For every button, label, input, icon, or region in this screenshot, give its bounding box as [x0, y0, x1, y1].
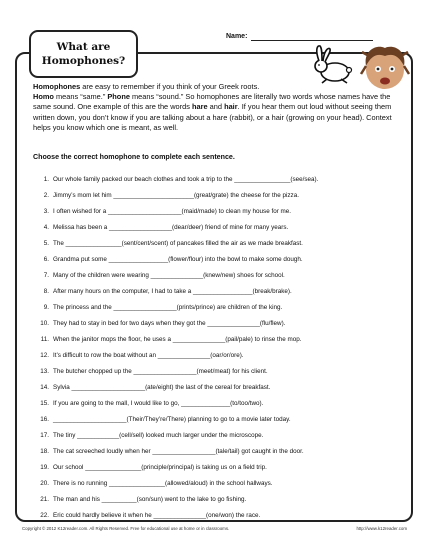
item-text: The ________________(sent/cent/scent) of pancakes filled the air as we made breakfast. — [53, 240, 303, 247]
item-number: 12. — [40, 352, 49, 359]
exercise-item — [37, 304, 387, 320]
item-number: 1. — [43, 176, 49, 183]
item-number: 22. — [40, 512, 49, 519]
term-hair: hair — [224, 102, 238, 112]
intro-text-5: . If you hear them out loud without seeing them written down, you don’t know if you are talking about a hare (rabbit), or a hair (growing on your head). Context helps you know which one is meant, as well. — [33, 102, 392, 132]
exercise-item — [37, 192, 387, 208]
item-number: 19. — [40, 464, 49, 471]
exercise-item — [37, 400, 387, 416]
rabbit-icon — [305, 42, 360, 87]
exercise-item — [37, 416, 387, 432]
item-text: Many of the children were wearing _______________(knew/new) shoes for school. — [53, 272, 285, 279]
exercise-item — [37, 256, 387, 272]
term-hare: hare — [191, 102, 208, 112]
item-text: The princess and the __________________(prints/prince) are children of the king. — [53, 304, 283, 311]
item-text: The butcher chopped up the __________________(meet/meat) for his client. — [53, 368, 268, 375]
item-number: 15. — [40, 400, 49, 407]
name-field[interactable] — [251, 40, 373, 41]
item-number: 16. — [40, 416, 49, 423]
exercise-item — [37, 464, 387, 480]
item-text: _____________________(Their/They’re/There) planning to go to a movie later today. — [53, 416, 291, 423]
item-text: Sylvia _____________________(ate/eight) the last of the cereal for breakfast. — [53, 384, 271, 391]
item-text: Grandma put some _________________(flower/flour) into the bowl to make some dough. — [53, 256, 303, 263]
exercise-item — [37, 384, 387, 400]
exercise-item — [37, 176, 387, 192]
exercise-item — [37, 496, 387, 512]
item-number: 17. — [40, 432, 49, 439]
exercise-item — [37, 448, 387, 464]
item-number: 8. — [43, 288, 49, 295]
item-text: Our school ________________(principle/principal) is taking us on a field trip. — [53, 464, 267, 471]
intro-text-1: are easy to remember if you think of your Greek roots. — [80, 82, 260, 91]
item-text: The man and his __________(son/sun) went to the lake to go fishing. — [53, 496, 247, 503]
term-homophones: Homophones — [33, 82, 81, 91]
item-number: 5. — [43, 240, 49, 247]
item-number: 18. — [40, 448, 49, 455]
exercise-item — [37, 224, 387, 240]
term-homo: Homo — [33, 92, 54, 102]
exercise-item — [37, 208, 387, 224]
instruction: Choose the correct homophone to complete each sentence. — [33, 153, 235, 161]
exercise-item — [37, 288, 387, 304]
intro-text-2: means “same.” — [53, 92, 108, 102]
item-number: 13. — [40, 368, 49, 375]
item-text: Our whole family packed our beach clothes and took a trip to the ________________(see/sea). — [53, 176, 319, 183]
item-text: When the janitor mops the floor, he uses a _______________(pail/pale) to rinse the mop. — [53, 336, 302, 343]
item-number: 4. — [43, 224, 49, 231]
website-link[interactable]: http://www.k12reader.com — [356, 526, 407, 531]
intro-text-3: means “sound.” So homophones are literally two words whose names have the same sound. One example of this are the words — [33, 92, 391, 112]
item-text: After many hours on the computer, I had to take a _________________(break/brake). — [53, 288, 292, 295]
exercise-item — [37, 320, 387, 336]
item-text: It’s difficult to row the boat without an _______________(oar/or/ore). — [53, 352, 244, 359]
item-text: If you are going to the mall, I would like to go, ______________(to/too/two). — [53, 400, 264, 407]
title-line-1: What are — [56, 41, 111, 53]
copyright-footer: Copyright © 2012 K12reader.com. All Rights Reserved. Free for educational use at home or in classrooms. — [22, 526, 230, 531]
item-number: 21. — [40, 496, 49, 503]
item-text: The tiny ____________(cell/sell) looked much larger under the microscope. — [53, 432, 264, 439]
item-number: 10. — [40, 320, 49, 327]
exercise-item — [37, 480, 387, 496]
item-number: 20. — [40, 480, 49, 487]
item-text: Eric could hardly believe it when he _______________(one/won) the race. — [53, 512, 261, 519]
exercise-item — [37, 368, 387, 384]
item-text: Jimmy’s mom let him _______________________(great/grate) the cheese for the pizza. — [53, 192, 299, 199]
item-number: 6. — [43, 256, 49, 263]
exercise-item — [37, 432, 387, 448]
exercise-list — [37, 176, 387, 528]
item-number: 3. — [43, 208, 49, 215]
intro-paragraph — [33, 82, 393, 133]
exercise-item — [37, 336, 387, 352]
item-number: 14. — [40, 384, 49, 391]
item-text: Melissa has been a __________________(dear/deer) friend of mine for many years. — [53, 224, 289, 231]
title-box — [29, 30, 138, 78]
title-line-2: Homophones? — [41, 55, 126, 67]
item-text: They had to stay in bed for two days when they got the _______________(flu/flew). — [53, 320, 286, 327]
item-text: There is no running ________________(allowed/aloud) in the school hallways. — [53, 480, 273, 487]
exercise-item — [37, 272, 387, 288]
exercise-item — [37, 352, 387, 368]
exercise-item — [37, 240, 387, 256]
item-number: 11. — [40, 336, 49, 343]
item-number: 2. — [43, 192, 49, 199]
item-text: I often wished for a _____________________(maid/made) to clean my house for me. — [53, 208, 292, 215]
intro-text-4: and — [207, 102, 225, 112]
item-number: 9. — [43, 304, 49, 311]
term-phone: Phone — [107, 92, 130, 102]
item-text: The cat screeched loudly when her __________________(tale/tail) got caught in the door. — [53, 448, 304, 455]
name-label: Name: — [226, 33, 248, 40]
item-number: 7. — [43, 272, 49, 279]
